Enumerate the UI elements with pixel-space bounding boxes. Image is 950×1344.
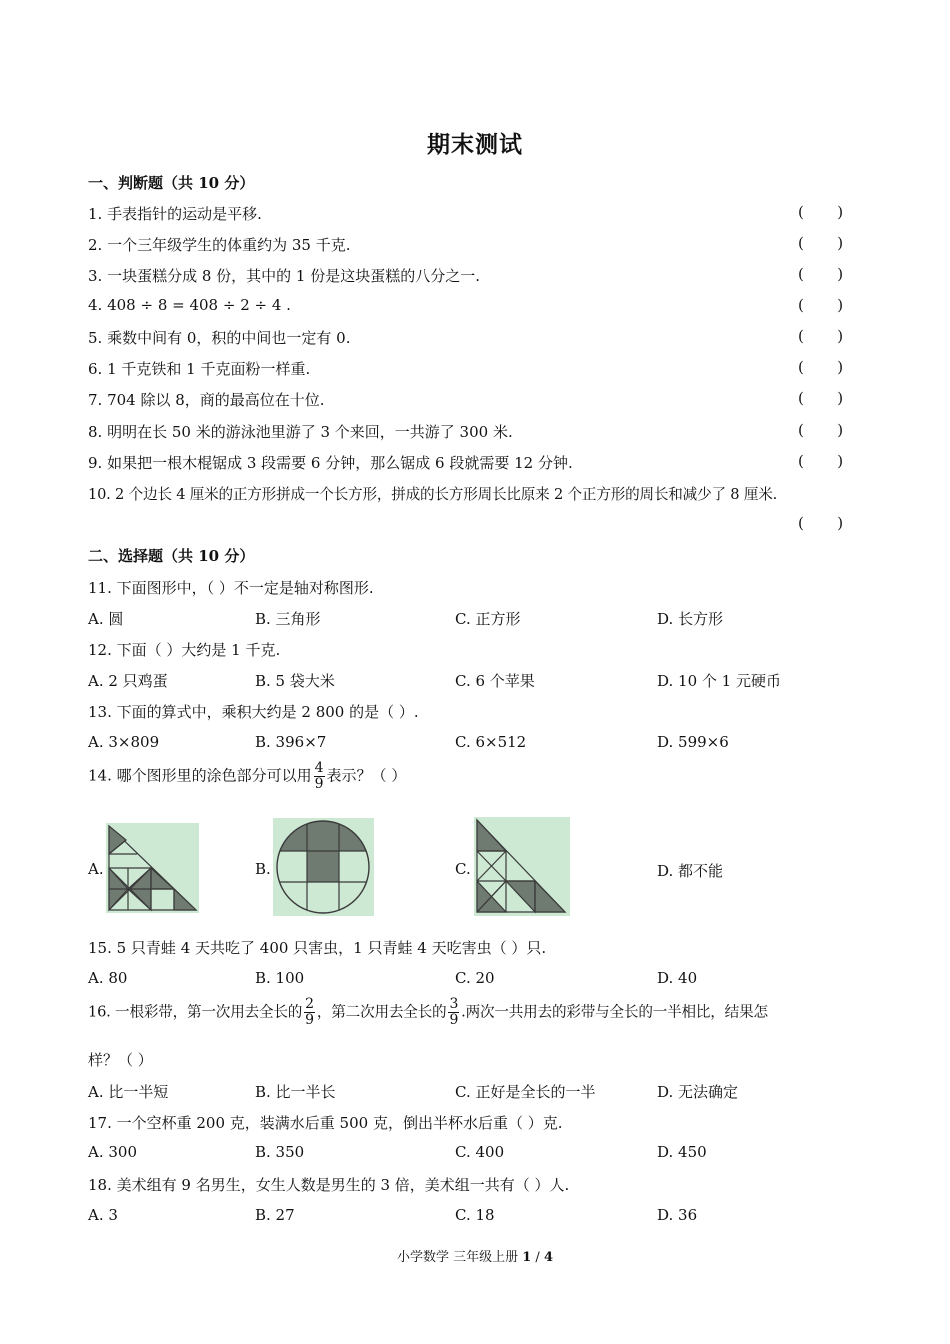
q17-option-d[interactable]: D. 450 <box>657 1143 707 1161</box>
question-18: 18. 美术组有 9 名男生，女生人数是男生的 3 倍，美术组一共有（ ）人. <box>88 1176 570 1194</box>
question-2: 2. 一个三年级学生的体重约为 35 千克. <box>88 236 351 254</box>
question-4: 4. 408 ÷ 8 = 408 ÷ 2 ÷ 4 . <box>88 296 291 314</box>
q16-text-pre: 16. 一根彩带，第一次用去全长的 <box>88 1003 303 1021</box>
q16-fraction-2 <box>448 997 459 1028</box>
q13-option-b[interactable]: B. 396×7 <box>255 733 327 751</box>
q12-option-a[interactable]: A. 2 只鸡蛋 <box>88 672 168 690</box>
q14-text-post: 表示？（ ） <box>326 766 407 785</box>
q13-option-d[interactable]: D. 599×6 <box>657 733 729 751</box>
q16-numerator-2: 3 <box>449 996 459 1012</box>
footer-separator: / <box>531 1250 544 1265</box>
answer-paren-4[interactable]: ( ) <box>798 296 844 314</box>
question-7: 7. 704 除以 8，商的最高位在十位. <box>88 391 325 409</box>
q14-fraction <box>314 761 325 792</box>
question-17: 17. 一个空杯重 200 克，装满水后重 500 克，倒出半杯水后重（ ）克. <box>88 1114 563 1132</box>
q13-option-a[interactable]: A. 3×809 <box>88 733 160 751</box>
q18-option-b[interactable]: B. 27 <box>255 1206 295 1224</box>
q16-denominator-2: 9 <box>449 1012 459 1028</box>
page-title: 期末测试 <box>427 131 523 158</box>
q16-denominator-1: 9 <box>305 1012 314 1028</box>
footer-text: 小学数学 三年级上册 <box>396 1250 523 1265</box>
question-16-line2: 样？（ ） <box>88 1051 153 1069</box>
section-heading-choice: 二、选择题（共 10 分） <box>88 547 255 565</box>
q11-option-c[interactable]: C. 正方形 <box>455 610 521 628</box>
q14-figure-a[interactable] <box>106 823 199 913</box>
question-6: 6. 1 千克铁和 1 千克面粉一样重. <box>88 360 311 378</box>
q16-numerator-1: 2 <box>305 996 314 1012</box>
answer-paren-6[interactable]: ( ) <box>798 358 844 376</box>
q14-numerator: 4 <box>314 760 324 776</box>
question-3: 3. 一块蛋糕分成 8 份，其中的 1 份是这块蛋糕的八分之一. <box>88 267 481 285</box>
q14-text-pre: 14. 哪个图形里的涂色部分可以用 <box>88 766 312 785</box>
question-13: 13. 下面的算式中，乘积大约是 2 800 的是（ ）. <box>88 703 419 721</box>
q18-option-a[interactable]: A. 3 <box>88 1206 118 1224</box>
answer-paren-3[interactable]: ( ) <box>798 265 844 283</box>
q15-option-d[interactable]: D. 40 <box>657 969 698 987</box>
q16-fraction-1 <box>304 997 315 1028</box>
answer-paren-2[interactable]: ( ) <box>798 234 844 252</box>
question-14 <box>88 761 406 792</box>
q14-option-d[interactable]: D. 都不能 <box>657 862 724 880</box>
q13-option-c[interactable]: C. 6×512 <box>455 733 527 751</box>
q11-option-a[interactable]: A. 圆 <box>88 610 124 628</box>
q17-option-c[interactable]: C. 400 <box>455 1143 505 1161</box>
q12-option-d[interactable]: D. 10 个 1 元硬币 <box>657 672 781 690</box>
q14-figure-b[interactable] <box>273 818 374 916</box>
q11-option-b[interactable]: B. 三角形 <box>255 610 321 628</box>
answer-paren-1[interactable]: ( ) <box>798 203 844 221</box>
question-16 <box>88 997 768 1028</box>
page-footer <box>0 1246 950 1265</box>
q18-option-c[interactable]: C. 18 <box>455 1206 495 1224</box>
q16-option-c[interactable]: C. 正好是全长的一半 <box>455 1083 596 1101</box>
question-11: 11. 下面图形中，（ ）不一定是轴对称图形. <box>88 579 374 597</box>
question-1: 1. 手表指针的运动是平移. <box>88 205 262 223</box>
answer-paren-7[interactable]: ( ) <box>798 389 844 407</box>
question-5: 5. 乘数中间有 0，积的中间也一定有 0. <box>88 329 351 347</box>
answer-paren-8[interactable]: ( ) <box>798 421 844 439</box>
q16-text-mid: ，第二次用去全长的 <box>316 1003 447 1021</box>
question-15: 15. 5 只青蛙 4 天共吃了 400 只害虫，1 只青蛙 4 天吃害虫（ ）只. <box>88 939 547 957</box>
answer-paren-5[interactable]: ( ) <box>798 327 844 345</box>
q17-option-a[interactable]: A. 300 <box>88 1143 137 1161</box>
question-9: 9. 如果把一根木棍锯成 3 段需要 6 分钟，那么锯成 6 段就需要 12 分钟. <box>88 454 573 472</box>
question-10: 10. 2 个边长 4 厘米的正方形拼成一个长方形，拼成的长方形周长比原来 2 个正方形的周长和减少了 8 厘米. <box>88 486 778 503</box>
q14-option-a[interactable]: A. <box>88 860 104 878</box>
question-8: 8. 明明在长 50 米的游泳池里游了 3 个来回，一共游了 300 米. <box>88 423 513 441</box>
q15-option-a[interactable]: A. 80 <box>88 969 128 987</box>
section-heading-judgment: 一、判断题（共 10 分） <box>88 174 255 192</box>
answer-paren-10[interactable]: ( ) <box>798 514 844 532</box>
footer-page-number: 1 <box>522 1250 532 1265</box>
q14-option-b[interactable]: B. <box>255 860 271 878</box>
q16-text-post: .两次一共用去的彩带与全长的一半相比，结果怎 <box>461 1003 768 1021</box>
footer-page-total: 4 <box>543 1250 553 1265</box>
q15-option-c[interactable]: C. 20 <box>455 969 495 987</box>
q14-denominator: 9 <box>314 776 324 792</box>
question-12: 12. 下面（ ）大约是 1 千克. <box>88 641 281 659</box>
q14-option-c[interactable]: C. <box>455 860 471 878</box>
q16-option-b[interactable]: B. 比一半长 <box>255 1083 336 1101</box>
q16-option-d[interactable]: D. 无法确定 <box>657 1083 739 1101</box>
q12-option-c[interactable]: C. 6 个苹果 <box>455 672 535 690</box>
q11-option-d[interactable]: D. 长方形 <box>657 610 724 628</box>
q16-option-a[interactable]: A. 比一半短 <box>88 1083 169 1101</box>
q18-option-d[interactable]: D. 36 <box>657 1206 698 1224</box>
q14-figure-c[interactable] <box>474 817 570 916</box>
q12-option-b[interactable]: B. 5 袋大米 <box>255 672 335 690</box>
q17-option-b[interactable]: B. 350 <box>255 1143 305 1161</box>
answer-paren-9[interactable]: ( ) <box>798 452 844 470</box>
q15-option-b[interactable]: B. 100 <box>255 969 305 987</box>
